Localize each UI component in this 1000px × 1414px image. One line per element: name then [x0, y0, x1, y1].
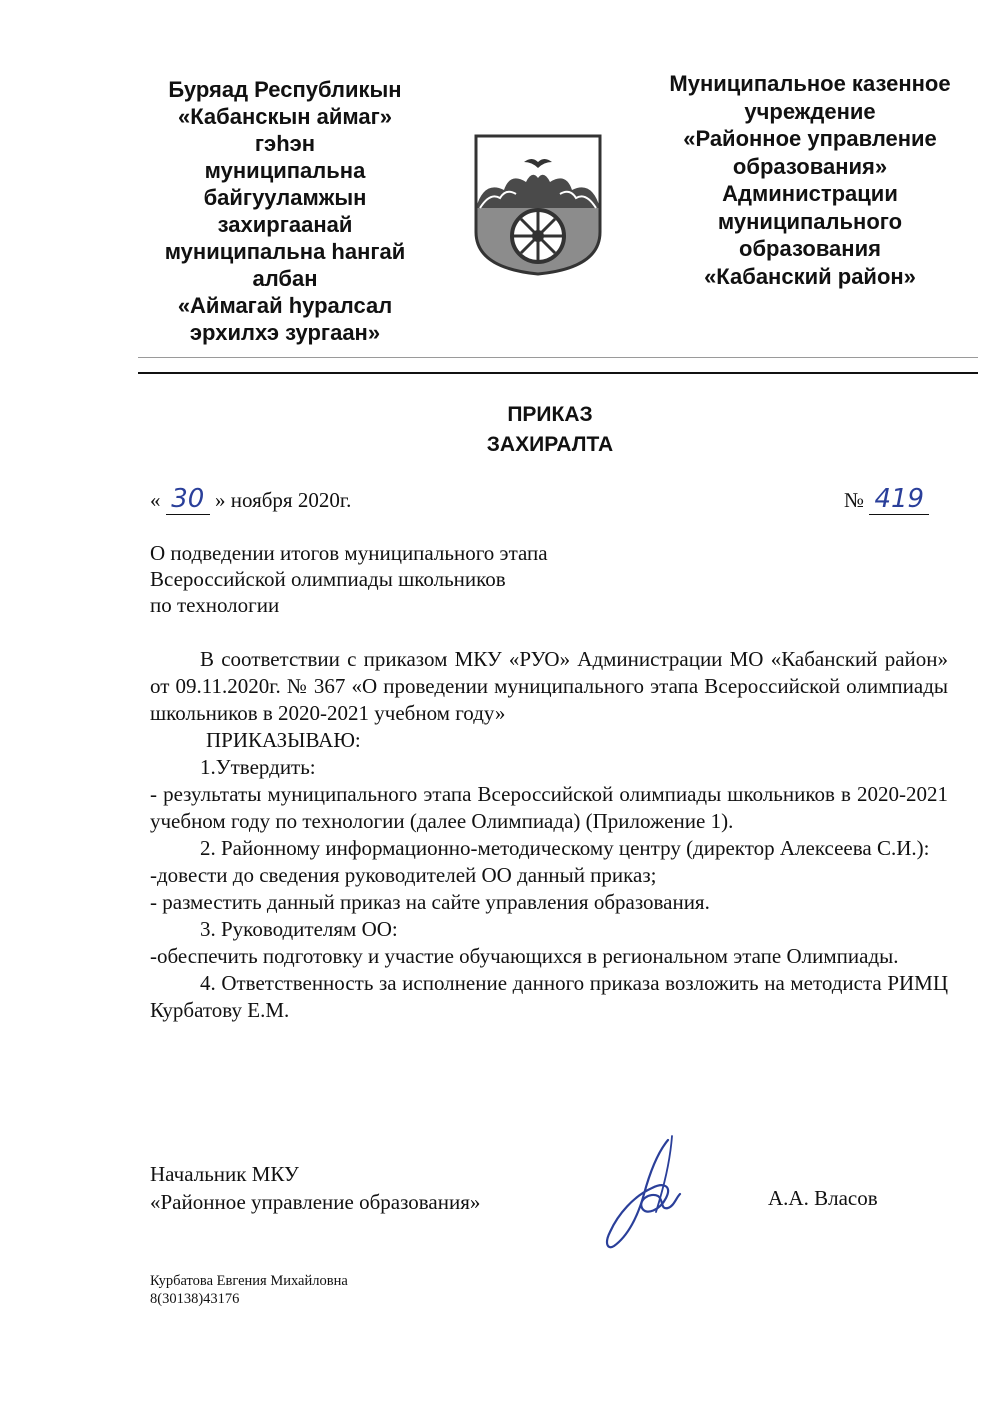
header-right-line: образования	[739, 236, 881, 261]
item-4-paragraph: 4. Ответственность за исполнение данного приказа возложить на методиста РИМЦ Курбатову Е.М.	[150, 971, 948, 1022]
header-right-line: образования»	[732, 153, 888, 179]
header-left-line: албан	[252, 266, 318, 291]
item-3-text: -обеспечить подготовку и участие обучающихся в региональном этапе Олимпиады.	[150, 944, 899, 968]
executor-info	[150, 1272, 348, 1308]
subject-line: О подведении итогов муниципального этапа	[150, 541, 548, 565]
subject-line: Всероссийской олимпиады школьников	[150, 567, 506, 591]
date-month-year: ноября 2020г.	[230, 488, 352, 512]
header-left-line: «Аймагай һуралсал	[177, 293, 393, 318]
number-label: №	[844, 488, 865, 512]
executor-name: Курбатова Евгения Михайловна	[150, 1273, 348, 1289]
position-line: «Районное управление образования»	[150, 1190, 481, 1214]
header-divider-thin	[138, 357, 978, 358]
item-2-point-a: -довести до сведения руководителей ОО данный приказ;	[150, 863, 657, 887]
header-left-line: гэһэн	[254, 131, 316, 156]
item-2-heading: 2. Районному информационно-методическому центру (директор Алексеева С.И.):	[200, 836, 930, 860]
order-subject	[150, 540, 548, 618]
title-buryat: ЗАХИРАЛТА	[486, 433, 614, 456]
item-2-point-b: - разместить данный приказ на сайте управления образования.	[150, 890, 710, 914]
header-left-line: Буряад Республикын	[168, 77, 402, 102]
date-quote-close: »	[215, 488, 226, 512]
header-right-line: муниципального	[717, 208, 903, 234]
header-left-line: захиргаанай	[217, 212, 353, 237]
order-number	[844, 484, 929, 515]
order-word: ПРИКАЗЫВАЮ:	[206, 728, 361, 752]
header-right-line: «Районное управление	[683, 126, 937, 151]
header-left-line: муниципальна	[204, 158, 366, 183]
executor-phone: 8(30138)43176	[150, 1291, 240, 1307]
header-right-line: «Кабанский район»	[704, 263, 916, 289]
header-right-line: учреждение	[744, 98, 876, 124]
header-right-russian	[650, 70, 970, 290]
header-left-line: «Кабанскын аймаг»	[177, 104, 393, 129]
order-date	[150, 484, 351, 515]
signatory-position	[150, 1160, 480, 1216]
signatory-name: А.А. Власов	[768, 1186, 878, 1210]
number-field	[869, 484, 929, 515]
handwritten-signature-icon	[598, 1132, 694, 1252]
document-title	[400, 400, 700, 460]
header-left-line: муниципальна һангай	[164, 239, 406, 264]
header-divider-thick	[138, 372, 978, 374]
header-left-line: байгууламжын	[203, 185, 367, 210]
subject-line: по технологии	[150, 593, 280, 617]
preamble-paragraph: В соответствии с приказом МКУ «РУО» Администрации МО «Кабанский район» от 09.11.2020г. № 367 «О проведении муниципального этапа Всероссийской олимпиады школьников в 2020-2021 учебном году»	[150, 647, 948, 725]
item-3-heading: 3. Руководителям ОО:	[200, 917, 398, 941]
header-right-line: Муниципальное казенное	[669, 71, 951, 96]
title-russian: ПРИКАЗ	[507, 403, 593, 426]
order-body	[150, 646, 948, 1024]
coat-of-arms-icon	[470, 132, 606, 278]
date-quote-open: «	[150, 488, 161, 512]
header-left-line: эрхилхэ зургаан»	[189, 320, 381, 345]
number-handwritten: 419	[874, 484, 925, 514]
date-day-field	[166, 484, 210, 515]
position-line: Начальник МКУ	[150, 1162, 299, 1186]
date-day-handwritten: 30	[171, 484, 205, 514]
header-left-buryat	[140, 76, 430, 346]
item-1-text: - результаты муниципального этапа Всероссийской олимпиады школьников в 2020-2021 учебном году по технологии (далее Олимпиада) (Приложение 1).	[150, 782, 948, 833]
header-right-line: Администрации	[722, 181, 898, 206]
item-1-heading: 1.Утвердить:	[200, 755, 316, 779]
